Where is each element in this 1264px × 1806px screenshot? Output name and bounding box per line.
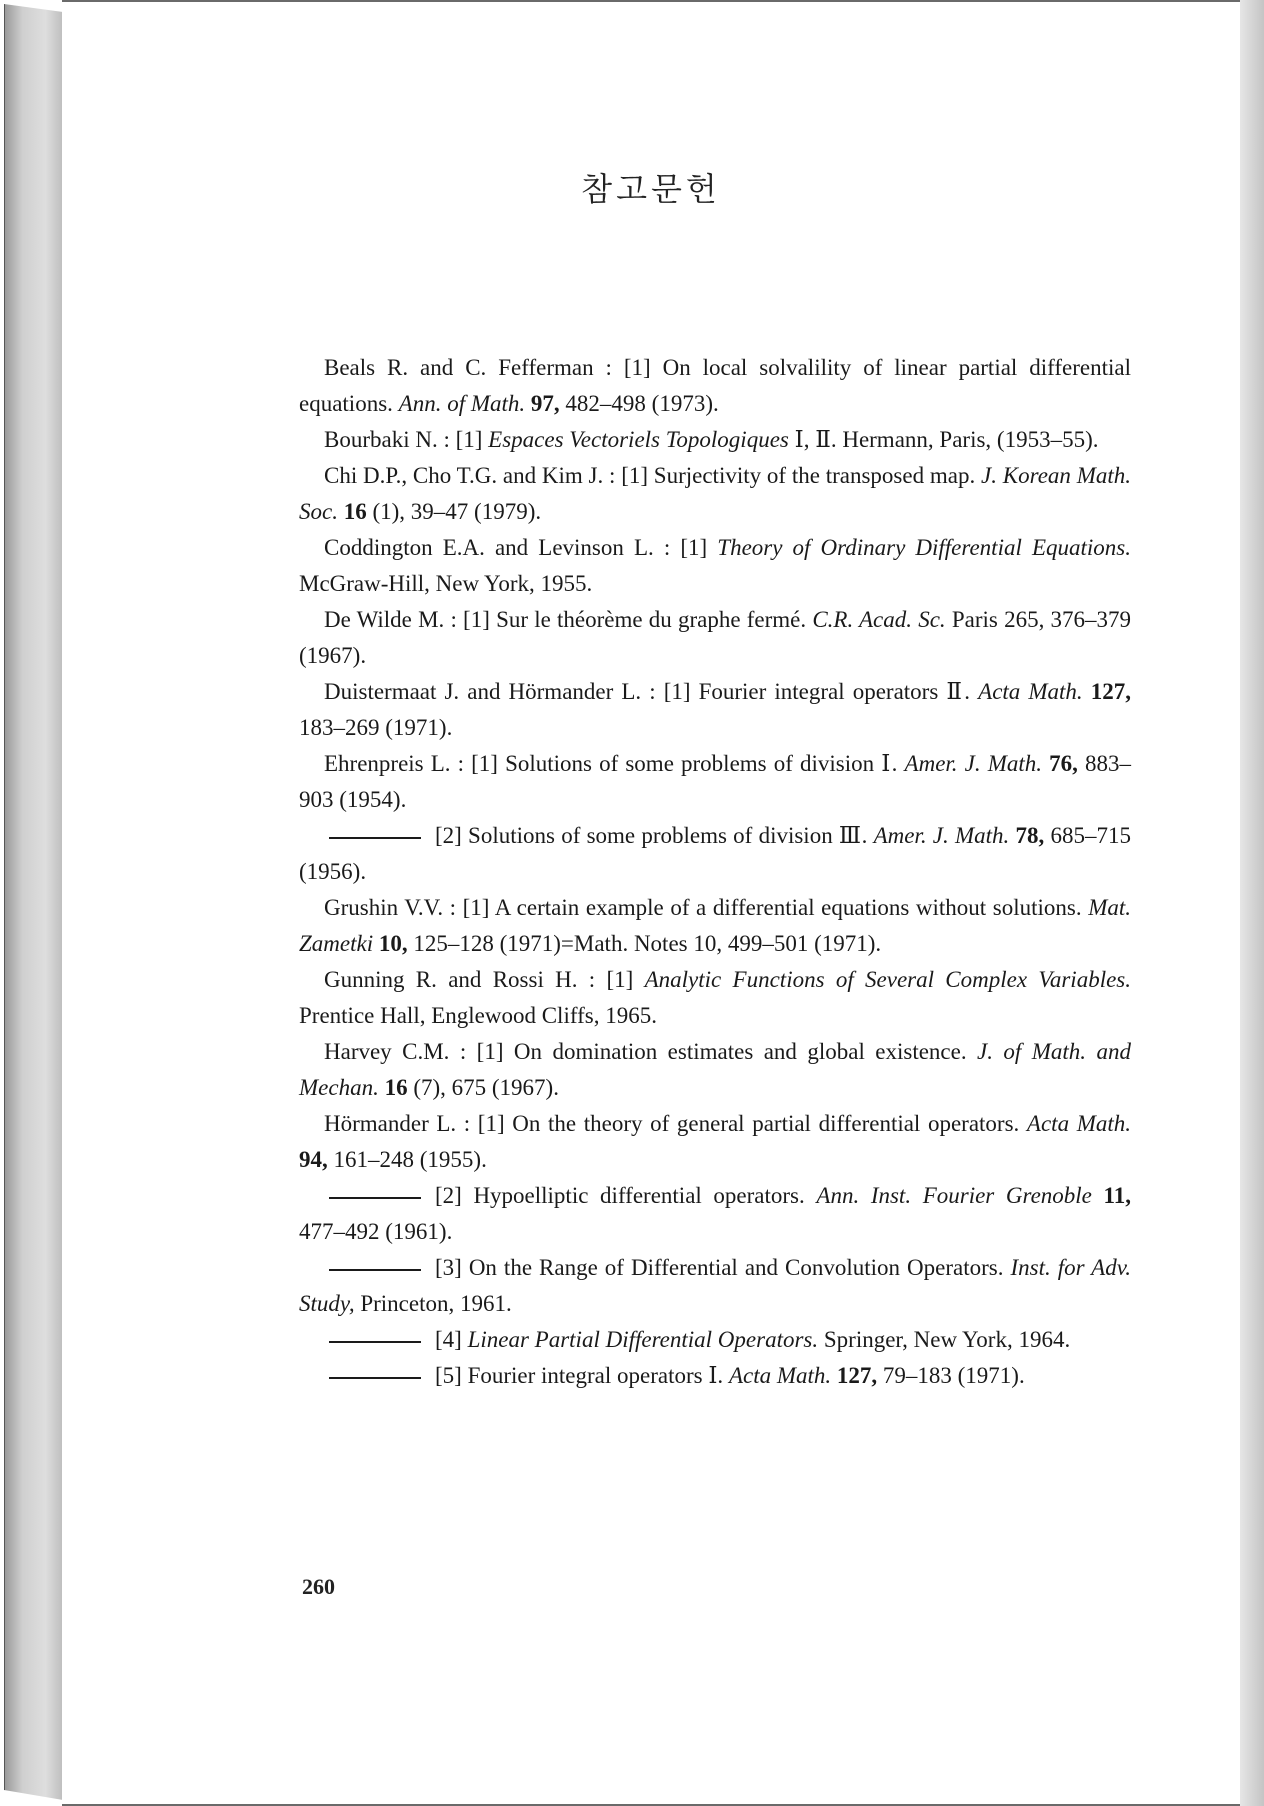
reference-details: 883–903 (1954). xyxy=(299,751,1131,812)
reference-journal: Theory of Ordinary Differential Equations. xyxy=(717,535,1131,560)
reference-journal: Acta Math. xyxy=(978,679,1083,704)
reference-text: Hörmander L. : [1] On the theory of general partial differential operators. xyxy=(324,1111,1027,1136)
reference-journal: Acta Math. xyxy=(1026,1111,1131,1136)
page-number: 260 xyxy=(302,1574,335,1599)
reference-journal: Acta Math. xyxy=(728,1363,832,1388)
reference-text: Chi D.P., Cho T.G. and Kim J. : [1] Surjectivity of the transposed map. xyxy=(324,463,982,488)
reference-details: Prentice Hall, Englewood Cliffs, 1965. xyxy=(299,1003,657,1028)
repeat-author-dash xyxy=(329,1269,421,1271)
reference-entry xyxy=(299,818,1131,890)
reference-volume: 97, xyxy=(525,391,560,416)
reference-text: [3] On the Range of Differential and Convolution Operators. xyxy=(435,1255,1011,1280)
reference-entry xyxy=(299,746,1131,818)
reference-journal: Linear Partial Differential Operators. xyxy=(467,1327,819,1352)
page xyxy=(62,0,1240,1806)
reference-volume: 10, xyxy=(373,931,408,956)
reference-text: [2] Hypoelliptic differential operators. xyxy=(435,1183,817,1208)
reference-journal: Analytic Functions of Several Complex Variables. xyxy=(644,967,1131,992)
reference-text: Coddington E.A. and Levinson L. : [1] xyxy=(324,535,718,560)
reference-details: 161–248 (1955). xyxy=(327,1147,487,1172)
reference-entry xyxy=(299,350,1131,422)
reference-details: (7), 675 (1967). xyxy=(407,1075,559,1100)
reference-list xyxy=(299,350,1131,1394)
reference-volume: 127, xyxy=(831,1363,878,1388)
reference-details: McGraw-Hill, New York, 1955. xyxy=(299,571,593,596)
page-title: 참고문헌 xyxy=(581,170,721,208)
reference-entry xyxy=(299,674,1131,746)
reference-entry xyxy=(299,1358,1131,1394)
reference-details: Springer, New York, 1964. xyxy=(818,1327,1071,1352)
reference-details: 79–183 (1971). xyxy=(877,1363,1025,1388)
reference-text: [5] Fourier integral operators Ⅰ. xyxy=(435,1363,729,1388)
reference-text: Ehrenpreis L. : [1] Solutions of some problems of division Ⅰ. xyxy=(324,751,905,776)
page-edge xyxy=(1240,0,1264,1806)
reference-entry xyxy=(299,1322,1131,1358)
reference-details: Ⅰ, Ⅱ. Hermann, Paris, (1953–55). xyxy=(788,427,1099,452)
reference-text: [4] xyxy=(435,1327,468,1352)
reference-text: Harvey C.M. : [1] On domination estimates and global existence. xyxy=(324,1039,978,1064)
repeat-author-dash xyxy=(329,1377,421,1379)
reference-journal: Espaces Vectoriels Topologiques xyxy=(488,427,789,452)
reference-text: Bourbaki N. : [1] xyxy=(324,427,489,452)
reference-text: Gunning R. and Rossi H. : [1] xyxy=(324,967,645,992)
reference-journal: Mat. Zametki xyxy=(299,895,1131,956)
reference-details: (1), 39–47 (1979). xyxy=(366,499,542,524)
reference-text: [2] Solutions of some problems of division Ⅲ. xyxy=(435,823,874,848)
reference-journal: Ann. of Math. xyxy=(398,391,526,416)
reference-volume: 78, xyxy=(1009,823,1045,848)
reference-details: 482–498 (1973). xyxy=(559,391,719,416)
reference-details: 685–715 (1956). xyxy=(299,823,1132,884)
reference-journal: J. of Math. and Mechan. xyxy=(299,1039,1131,1100)
reference-entry xyxy=(299,422,1131,458)
reference-details: 477–492 (1961). xyxy=(299,1219,453,1244)
reference-entry xyxy=(299,1250,1131,1322)
reference-details: 125–128 (1971)=Math. Notes 10, 499–501 (1971). xyxy=(407,931,882,956)
reference-details: 183–269 (1971). xyxy=(299,715,453,740)
reference-journal: Amer. J. Math. xyxy=(904,751,1043,776)
reference-entry xyxy=(299,458,1131,530)
reference-text: De Wilde M. : [1] Sur le théorème du graphe fermé. xyxy=(324,607,813,632)
reference-volume: 16 xyxy=(378,1075,408,1100)
reference-text: Duistermaat J. and Hörmander L. : [1] Fourier integral operators Ⅱ. xyxy=(324,679,979,704)
reference-journal: Inst. for Adv. Study, xyxy=(299,1255,1131,1316)
reference-volume: 94, xyxy=(299,1147,328,1172)
reference-volume: 127, xyxy=(1082,679,1131,704)
reference-entry xyxy=(299,962,1131,1034)
reference-entry xyxy=(299,1178,1131,1250)
book-spine xyxy=(4,4,63,1800)
reference-entry xyxy=(299,890,1131,962)
repeat-author-dash xyxy=(329,1197,421,1199)
reference-journal: J. Korean Math. Soc. xyxy=(299,463,1132,524)
reference-journal: C.R. Acad. Sc. xyxy=(812,607,946,632)
reference-entry xyxy=(299,1106,1131,1178)
repeat-author-dash xyxy=(329,837,421,839)
reference-volume: 11, xyxy=(1091,1183,1131,1208)
reference-text: Grushin V.V. : [1] A certain example of a differential equations without solutions. xyxy=(324,895,1089,920)
reference-journal: Ann. Inst. Fourier Grenoble xyxy=(816,1183,1092,1208)
reference-entry xyxy=(299,602,1131,674)
reference-volume: 76, xyxy=(1042,751,1078,776)
reference-entry xyxy=(299,530,1131,602)
reference-details: Princeton, 1961. xyxy=(354,1291,512,1316)
reference-text: Beals R. and C. Fefferman : [1] On local solvalility of linear partial differential equations. xyxy=(299,355,1131,416)
repeat-author-dash xyxy=(329,1341,421,1343)
reference-volume: 16 xyxy=(337,499,367,524)
reference-details: Paris 265, 376–379 (1967). xyxy=(299,607,1132,668)
reference-journal: Amer. J. Math. xyxy=(873,823,1010,848)
reference-entry xyxy=(299,1034,1131,1106)
